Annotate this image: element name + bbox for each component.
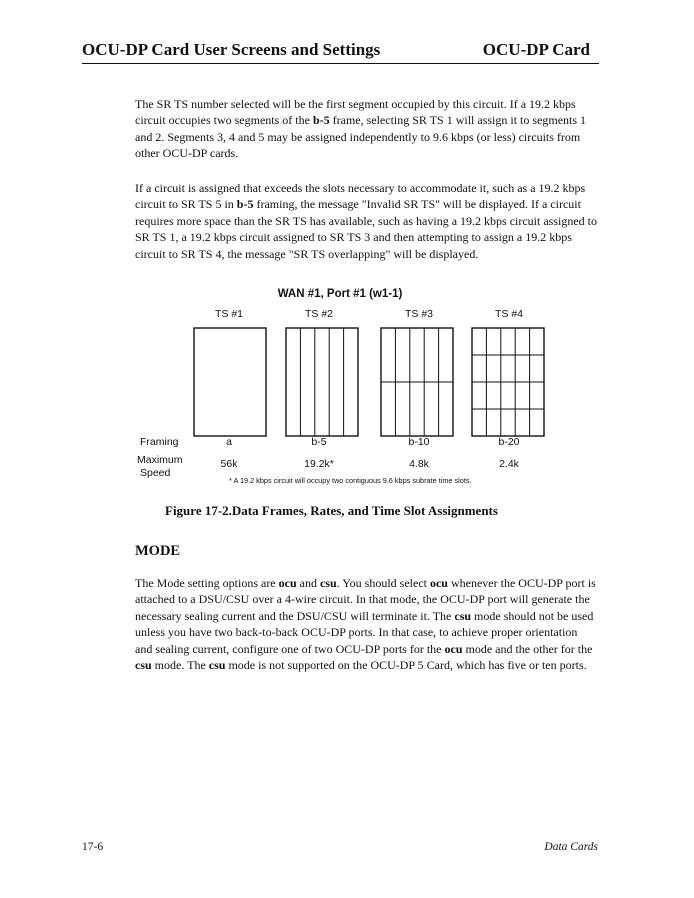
timeslot-frame-box — [194, 328, 266, 436]
timeslot-label: TS #1 — [214, 308, 244, 320]
bold-term: b-5 — [312, 113, 330, 128]
page-number: 17-6 — [82, 841, 104, 853]
section-heading-mode: MODE — [135, 543, 181, 559]
figure-caption: Figure 17-2.Data Frames, Rates, and Time Slot Assignments — [165, 503, 498, 518]
paragraph-invalid-sr-ts — [135, 180, 597, 262]
paragraph-sr-ts-number — [135, 96, 597, 162]
framing-value: a — [226, 436, 232, 448]
speed-row-label-2: Speed — [140, 467, 171, 479]
timeslot-figure — [0, 280, 694, 500]
bold-term: b-5 — [236, 197, 254, 212]
speed-row-label-1: Maximum — [137, 454, 183, 466]
paragraph-mode-options — [135, 575, 597, 673]
timeslot-label: TS #3 — [404, 308, 434, 320]
max-speed-value: 56k — [220, 458, 238, 470]
timeslot-label: TS #2 — [304, 308, 334, 320]
bold-term: ocu — [429, 576, 448, 590]
running-header-title: OCU-DP Card User Screens and Settings — [82, 40, 381, 59]
bold-term: csu — [208, 658, 226, 673]
figure-footnote: * A 19.2 kbps circuit will occupy two contiguous 9.6 kbps subrate time slots. — [229, 476, 472, 485]
header-rule — [82, 63, 599, 64]
timeslot-frame-box — [286, 328, 358, 436]
max-speed-value: 2.4k — [499, 458, 519, 470]
framing-value: b-5 — [311, 436, 327, 448]
running-header-section: OCU-DP Card — [482, 40, 590, 59]
rich-para: The Mode setting options are ocu and csu. You should select ocu whenever the OCU-DP port is attached to a DSU/CSU over a 4-wire circuit. In that mode, the OCU-DP port will generate the necessary sealing current and the DSU/CSU will terminate it. The csu mode should not be used unless you have two back-to-back OCU-DP ports. In that case, to achieve proper orientation and sealing current, configure one of two OCU-DP ports for the ocu mode and the other for the csu mode. The csu mode is not supported on the OCU-DP 5 Card, which has five or ten ports. — [135, 576, 596, 673]
timeslot-label: TS #4 — [494, 308, 524, 320]
figure-title: WAN #1, Port #1 (w1-1) — [277, 288, 403, 300]
framing-value: b-20 — [498, 436, 520, 448]
bold-term: csu — [319, 576, 337, 590]
bold-term: csu — [454, 608, 472, 623]
running-footer-section: Data Cards — [544, 841, 598, 853]
rich-para: If a circuit is assigned that exceeds the slots necessary to accommodate it, such as a 19.2 kbps circuit to SR TS 5 in b-5 framing, the message "Invalid SR TS" will be displayed. If a circuit requires more space than the SR TS has available, such as having a 19.2 kbps circuit assigned to SR TS 1, a 19.2 kbps circuit assigned to SR TS 3 and then attempting to assign a 19.2 kbps circuit to SR TS 4, the message "SR TS overlapping" will be displayed. — [135, 181, 597, 261]
framing-row-label: Framing — [140, 436, 179, 448]
bold-term: ocu — [444, 641, 463, 656]
rich-para: The SR TS number selected will be the first segment occupied by this circuit. If a 19.2 kbps circuit occupies two segments of the b-5 frame, selecting SR TS 1 will assign it to segments 1 and 2. Segments 3, 4 and 5 may be assigned independently to 9.6 kbps (or less) circuits from other OCU-DP cards. — [135, 97, 587, 161]
max-speed-value: 19.2k* — [304, 458, 334, 470]
framing-value: b-10 — [408, 436, 430, 448]
bold-term: csu — [135, 658, 152, 673]
max-speed-value: 4.8k — [409, 458, 429, 470]
bold-term: ocu — [278, 576, 297, 590]
